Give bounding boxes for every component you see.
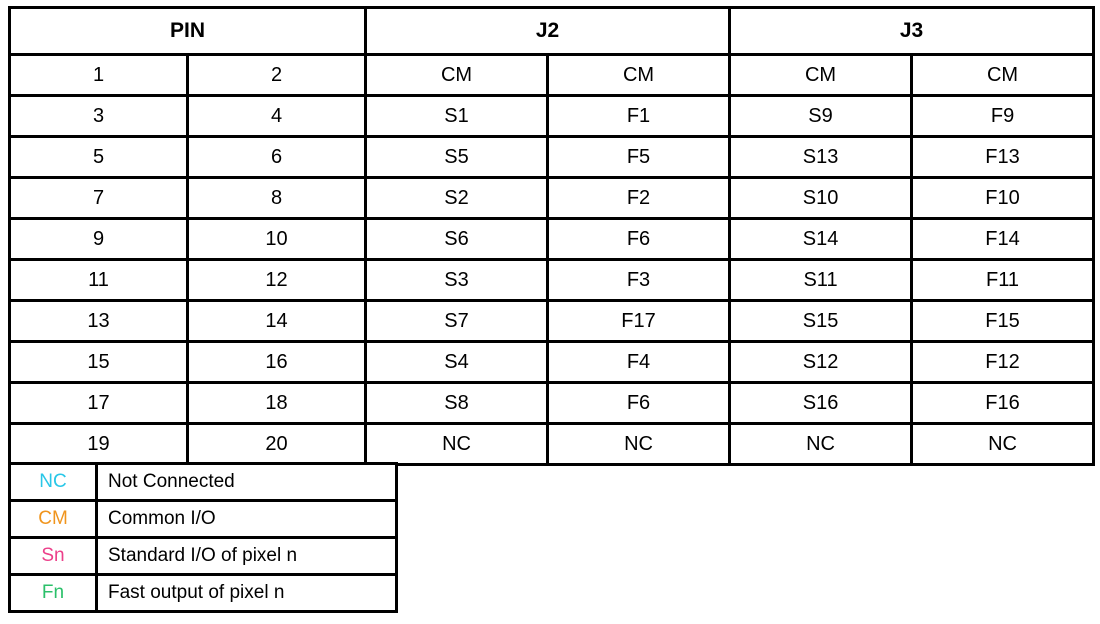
legend-description: Common I/O (97, 501, 397, 538)
pin-number-right: 10 (188, 219, 366, 260)
table-header-row (10, 8, 1094, 55)
column-group-pin: PIN (10, 8, 366, 55)
legend-code: NC (10, 464, 97, 501)
legend-row (10, 464, 397, 501)
j3-signal-left: S13 (730, 137, 912, 178)
j2-signal-left: S1 (366, 96, 548, 137)
pin-number-left: 13 (10, 301, 188, 342)
pinout-table-header (10, 8, 1094, 55)
pin-number-left: 15 (10, 342, 188, 383)
table-row (10, 219, 1094, 260)
j3-signal-left: S15 (730, 301, 912, 342)
j2-signal-left: S7 (366, 301, 548, 342)
pin-number-left: 19 (10, 424, 188, 465)
j3-signal-right: NC (912, 424, 1094, 465)
pinout-table-body (10, 55, 1094, 465)
j2-signal-right: F6 (548, 219, 730, 260)
pin-number-left: 7 (10, 178, 188, 219)
j3-signal-right: F11 (912, 260, 1094, 301)
j2-signal-right: F3 (548, 260, 730, 301)
j2-signal-right: NC (548, 424, 730, 465)
legend-table (8, 462, 398, 613)
pin-number-right: 20 (188, 424, 366, 465)
legend-row (10, 501, 397, 538)
table-row (10, 260, 1094, 301)
pinout-table (8, 6, 1095, 466)
legend-code: Fn (10, 575, 97, 612)
legend-description: Not Connected (97, 464, 397, 501)
pin-number-right: 18 (188, 383, 366, 424)
j2-signal-left: S4 (366, 342, 548, 383)
pin-number-left: 17 (10, 383, 188, 424)
j3-signal-right: F13 (912, 137, 1094, 178)
legend-description: Fast output of pixel n (97, 575, 397, 612)
j2-signal-left: CM (366, 55, 548, 96)
j3-signal-right: F16 (912, 383, 1094, 424)
legend-code: Sn (10, 538, 97, 575)
pin-number-left: 5 (10, 137, 188, 178)
table-row (10, 301, 1094, 342)
j3-signal-left: S14 (730, 219, 912, 260)
j3-signal-left: NC (730, 424, 912, 465)
legend-description: Standard I/O of pixel n (97, 538, 397, 575)
j2-signal-right: F4 (548, 342, 730, 383)
j2-signal-right: F17 (548, 301, 730, 342)
table-row (10, 178, 1094, 219)
j2-signal-right: CM (548, 55, 730, 96)
pin-number-left: 1 (10, 55, 188, 96)
j2-signal-left: S8 (366, 383, 548, 424)
pin-number-left: 3 (10, 96, 188, 137)
column-group-j3: J3 (730, 8, 1094, 55)
column-group-j2: J2 (366, 8, 730, 55)
pin-number-right: 4 (188, 96, 366, 137)
j2-signal-left: S3 (366, 260, 548, 301)
j2-signal-left: S5 (366, 137, 548, 178)
table-row (10, 96, 1094, 137)
pin-number-right: 2 (188, 55, 366, 96)
table-row (10, 137, 1094, 178)
j3-signal-left: S10 (730, 178, 912, 219)
j2-signal-left: NC (366, 424, 548, 465)
j2-signal-left: S6 (366, 219, 548, 260)
j3-signal-right: F9 (912, 96, 1094, 137)
j2-signal-left: S2 (366, 178, 548, 219)
pin-number-right: 16 (188, 342, 366, 383)
pin-number-right: 14 (188, 301, 366, 342)
j3-signal-left: S16 (730, 383, 912, 424)
legend-code: CM (10, 501, 97, 538)
j3-signal-right: F15 (912, 301, 1094, 342)
j2-signal-right: F5 (548, 137, 730, 178)
j3-signal-left: S12 (730, 342, 912, 383)
j3-signal-right: F12 (912, 342, 1094, 383)
pin-number-right: 6 (188, 137, 366, 178)
table-row (10, 342, 1094, 383)
table-row (10, 383, 1094, 424)
legend-table-body (10, 464, 397, 612)
j3-signal-right: F10 (912, 178, 1094, 219)
j2-signal-right: F6 (548, 383, 730, 424)
legend-row (10, 538, 397, 575)
j2-signal-right: F1 (548, 96, 730, 137)
j3-signal-right: F14 (912, 219, 1094, 260)
pin-number-left: 11 (10, 260, 188, 301)
j3-signal-left: CM (730, 55, 912, 96)
j2-signal-right: F2 (548, 178, 730, 219)
pin-number-left: 9 (10, 219, 188, 260)
j3-signal-left: S9 (730, 96, 912, 137)
pin-number-right: 12 (188, 260, 366, 301)
table-row (10, 424, 1094, 465)
legend-row (10, 575, 397, 612)
j3-signal-right: CM (912, 55, 1094, 96)
table-row (10, 55, 1094, 96)
pin-number-right: 8 (188, 178, 366, 219)
j3-signal-left: S11 (730, 260, 912, 301)
